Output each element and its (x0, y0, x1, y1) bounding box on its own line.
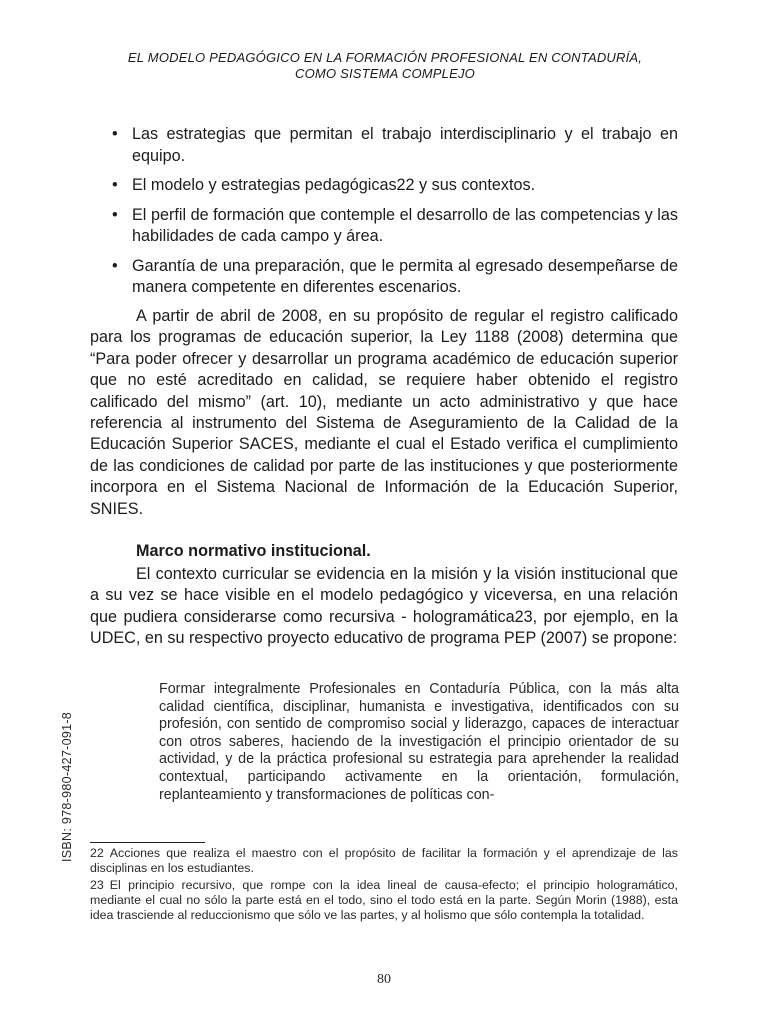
footnote (90, 846, 678, 876)
footnote-divider (90, 842, 205, 843)
section-heading: Marco normativo institucional. (136, 542, 371, 560)
bullet-text: El modelo y estrategias pedagógicas22 y sus contextos. (132, 176, 536, 194)
bullet-item (90, 205, 678, 248)
bullet-icon: • (112, 125, 118, 143)
running-header-line-2: COMO SISTEMA COMPLEJO (295, 66, 475, 81)
isbn-label: ISBN: 978-980-427-091-8 (60, 711, 74, 862)
bullet-icon: • (112, 256, 118, 275)
body-paragraph-contexto-curricular: El contexto curricular se evidencia en la misión y la visión institucional que a su vez se hace visible en el modelo pedagógico y viceversa, en una relación que pudiera considerarse como recursiva - hologramática23, por ejemplo, en la UDEC, en su respectivo proyecto educativo de programa PEP (2007) se propone: (90, 565, 678, 648)
bullet-text: Garantía de una preparación, que le permita al egresado desempeñarse de manera competente en diferentes escenarios. (132, 256, 678, 296)
footnotes (90, 846, 678, 925)
footnote-number: 23 (90, 878, 104, 892)
bullet-item (90, 256, 678, 299)
footnote-text: El principio recursivo, que rompe con la idea lineal de causa-efecto; el principio hologramático, mediante el cual no sólo la parte está en el todo, sino el todo está en la parte. Según Morin (1988), esta idea trasciende al reduccionismo que sólo ve las partes, y al holismo que sólo contempla la totalidad. (90, 878, 678, 922)
bullet-text: Las estrategias que permitan el trabajo interdisciplinario y el trabajo en equipo. (132, 125, 678, 165)
page-number: 80 (377, 972, 391, 987)
bullet-list (90, 124, 678, 307)
footnote-text: Acciones que realiza el maestro con el propósito de facilitar la formación y el aprendizaje de las disciplinas en los estudiantes. (90, 846, 678, 875)
footnote (90, 878, 678, 923)
running-header (90, 50, 680, 82)
bullet-item (90, 124, 678, 167)
block-quote: Formar integralmente Profesionales en Contaduría Pública, con la más alta calidad científica, disciplinar, humanista e investigativa, identificados con su profesión, con sentido de compromiso social y liderazgo, capaces de interactuar con otros saberes, haciendo de la investigación el principio orientador de su actividad, y de la práctica profesional su estrategia para aprehender la realidad contextual, participando activamente en la orientación, formulación, replanteamiento y transformaciones de políticas con- (159, 681, 679, 803)
bullet-text: El perfil de formación que contemple el desarrollo de las competencias y las habilidades de cada campo y área. (132, 205, 678, 245)
body-paragraph-ley-1188: A partir de abril de 2008, en su propósito de regular el registro calificado para los programas de educación superior, la Ley 1188 (2008) determina que “Para poder ofrecer y desarrollar un programa académico de educación superior que no esté acreditado en calidad, se requiere haber obtenido el registro calificado del mismo” (art. 10), mediante un acto administrativo y que hace referencia al instrumento del Sistema de Aseguramiento de la Calidad de la Educación Superior SACES, mediante el cual el Estado verifica el cumplimiento de las condiciones de calidad por parte de las instituciones y que posteriormente incorpora en el Sistema Nacional de Información de la Educación Superior, SNIES. (90, 307, 678, 518)
bullet-icon: • (112, 205, 118, 224)
running-header-line-1: EL MODELO PEDAGÓGICO EN LA FORMACIÓN PROFESIONAL EN CONTADURÍA, (127, 50, 643, 65)
footnote-number: 22 (90, 846, 104, 860)
bullet-icon: • (112, 176, 118, 194)
bullet-item (90, 175, 678, 197)
